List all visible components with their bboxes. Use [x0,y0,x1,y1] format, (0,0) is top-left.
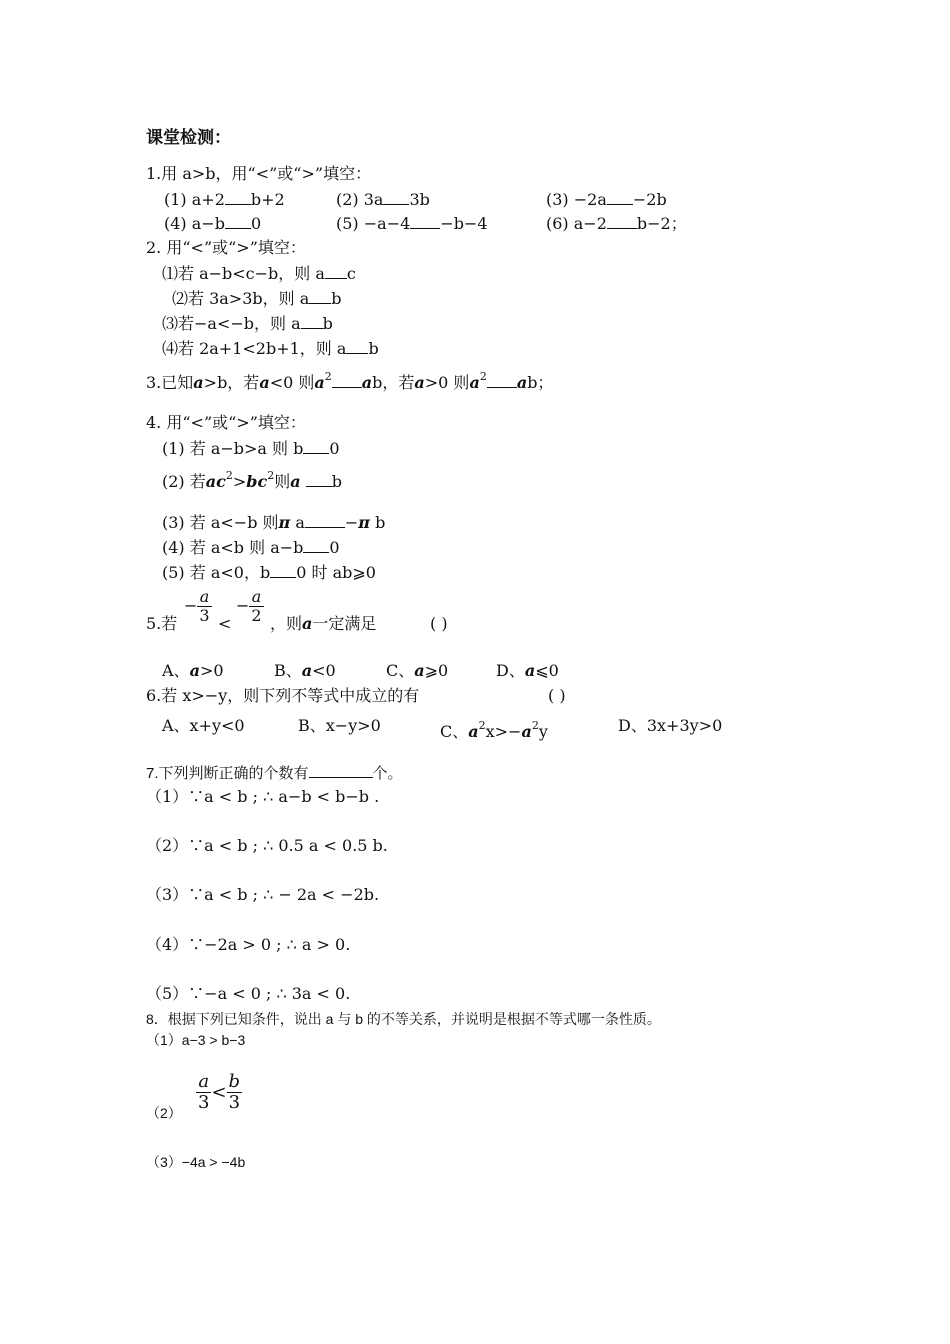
answer-blank[interactable] [410,213,440,229]
q7-stem: 7.下列判断正确的个数有 个。 [146,762,403,784]
q8-item-2-expression: $\frac{a}{3}$ < $\frac{b}{3}$ [198,1071,241,1113]
answer-blank[interactable] [309,762,373,778]
answer-blank[interactable] [332,372,362,388]
answer-blank[interactable] [303,537,329,553]
q5-option-b[interactable]: B、a<0 [274,661,336,680]
q5-rest: ，则a一定满足 [270,614,377,633]
q1-item-2: (2) 3a 3b [336,190,430,209]
answer-blank[interactable] [607,189,633,205]
q8-stem: 8．根据下列已知条件，说出 a 与 b 的不等关系，并说明是根据不等式哪一条性质。 [146,1011,661,1027]
answer-blank[interactable] [607,213,637,229]
q2-item-2: ⑵若 3a>3b，则 a b [172,289,342,308]
q8-item-2-label: （2） [146,1105,182,1121]
q7-item-4: （4）∵−2a > 0 ; ∴ a > 0. [146,935,351,954]
q1-item-5: (5) −a−4 −b−4 [336,214,488,233]
q4-stem: 4. 用“<”或“>”填空： [146,413,306,432]
q4-item-2: (2) 若$ac^2>bc^2$则a b [162,469,342,491]
q1-stem: 1.用 a>b，用“<”或“>”填空： [146,164,372,183]
answer-blank[interactable] [325,263,347,279]
q7-item-1: （1）∵a < b ; ∴ a−b < b−b . [146,787,380,806]
q6-stem: 6.若 x>−y，则下列不等式中成立的有 [146,686,420,705]
q5-answer-paren[interactable]: ( ) [430,614,448,633]
q7-item-5: （5）∵−a < 0 ; ∴ 3a < 0. [146,984,351,1003]
answer-blank[interactable] [270,562,296,578]
q6-option-b[interactable]: B、x−y>0 [298,716,381,735]
q2-item-4: ⑷若 2a+1<2b+1，则 a b [162,339,379,358]
q4-item-5: (5) 若 a<0，b 0 时 ab⩾0 [162,563,376,582]
q6-option-a[interactable]: A、x+y<0 [162,716,245,735]
q1-item-6: (6) a−2 b−2； [546,214,687,233]
q2-stem: 2. 用“<”或“>”填空： [146,238,306,257]
q5-lt: < [218,614,232,633]
q2-item-3: ⑶若−a<−b，则 a b [162,314,333,333]
q6-answer-paren[interactable]: ( ) [548,686,566,705]
q6-option-d[interactable]: D、3x+3y>0 [618,716,723,735]
answer-blank[interactable] [487,372,517,388]
q3-line: 3.已知a>b，若a<0 则$a^2$ ab，若a>0 则$a^2$ ab； [146,370,554,392]
q7-item-2: （2）∵a < b ; ∴ 0.5 a < 0.5 b. [146,836,388,855]
q8-item-1: （1）a−3 > b−3 [146,1032,246,1048]
q7-item-3: （3）∵a < b ; ∴ − 2a < −2b. [146,885,380,904]
q6-option-c[interactable]: C、$a^2x>-a^2y$ [440,719,548,741]
q8-item-3: （3）−4a > −4b [146,1154,246,1170]
answer-blank[interactable] [305,512,345,528]
q2-item-1: ⑴若 a−b<c−b，则 a c [162,264,356,283]
answer-blank[interactable] [301,313,323,329]
section-title: 课堂检测： [146,128,231,148]
answer-blank[interactable] [225,213,251,229]
answer-blank[interactable] [306,471,332,487]
q4-item-4: (4) 若 a<b 则 a−b 0 [162,538,340,557]
q4-item-3: (3) 若 a<−b 则π a −π b [162,513,386,532]
q1-item-1: (1) a+2 b+2 [164,190,285,209]
q5-option-d[interactable]: D、a⩽0 [496,661,559,680]
q5-fraction-right: − $\frac{a}{2}$ [236,587,262,625]
q4-item-1: (1) 若 a−b>a 则 b 0 [162,439,340,458]
q5-option-a[interactable]: A、a>0 [162,661,224,680]
answer-blank[interactable] [309,288,331,304]
q5-option-c[interactable]: C、a⩾0 [386,661,449,680]
q5-prefix: 5.若 [146,614,178,633]
q5-fraction-left: − $\frac{a}{3}$ [184,587,210,625]
answer-blank[interactable] [346,338,368,354]
answer-blank[interactable] [225,189,251,205]
q1-item-4: (4) a−b 0 [164,214,262,233]
answer-blank[interactable] [303,438,329,454]
q1-item-3: (3) −2a −2b [546,190,667,209]
answer-blank[interactable] [383,189,409,205]
